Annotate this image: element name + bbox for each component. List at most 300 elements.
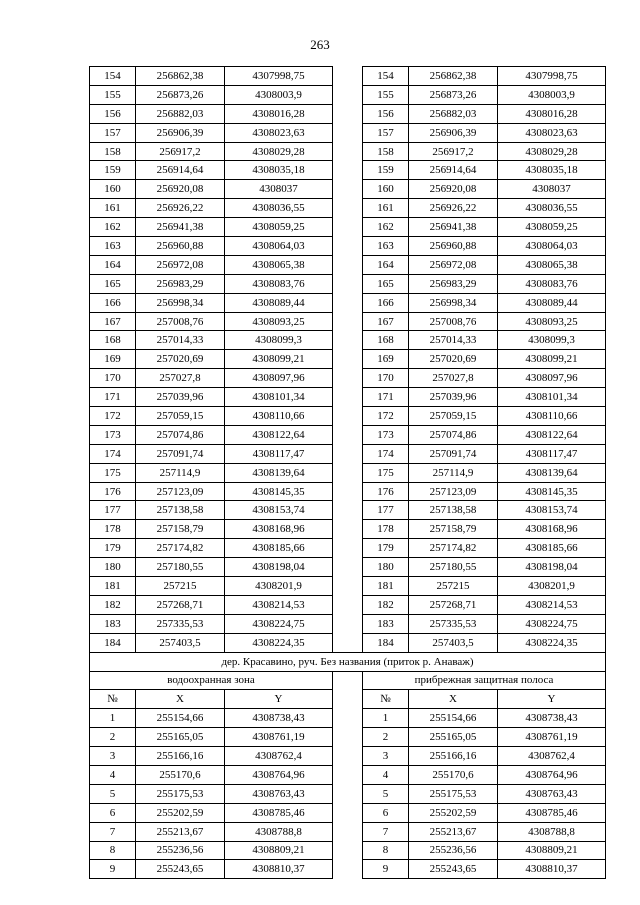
point-number-left: 167 xyxy=(90,312,136,331)
point-number-right: 182 xyxy=(363,595,409,614)
x-coordinate-left: 255243,65 xyxy=(136,860,225,879)
y-coordinate-right: 4308139,64 xyxy=(498,463,606,482)
point-number-right: 1 xyxy=(363,709,409,728)
x-coordinate-left: 257091,74 xyxy=(136,444,225,463)
column-gap xyxy=(333,161,363,180)
point-number-left: 182 xyxy=(90,595,136,614)
table-row xyxy=(90,312,606,331)
point-number-left: 179 xyxy=(90,539,136,558)
x-coordinate-right: 255154,66 xyxy=(409,709,498,728)
x-coordinate-left: 257180,55 xyxy=(136,558,225,577)
y-coordinate-right: 4308083,76 xyxy=(498,274,606,293)
y-coordinate-left: 4308139,64 xyxy=(225,463,333,482)
y-coordinate-left: 4308036,55 xyxy=(225,199,333,218)
column-gap xyxy=(333,123,363,142)
section-rows xyxy=(90,709,606,879)
table-row xyxy=(90,255,606,274)
x-coordinate-left: 256998,34 xyxy=(136,293,225,312)
column-gap xyxy=(333,765,363,784)
table-row xyxy=(90,161,606,180)
point-number-left: 172 xyxy=(90,407,136,426)
column-gap xyxy=(333,690,363,709)
y-coordinate-right: 4308099,21 xyxy=(498,350,606,369)
y-coordinate-right: 4308023,63 xyxy=(498,123,606,142)
column-gap xyxy=(333,180,363,199)
x-coordinate-right: 257174,82 xyxy=(409,539,498,558)
table-row xyxy=(90,123,606,142)
x-coordinate-right: 257014,33 xyxy=(409,331,498,350)
x-coordinate-left: 257014,33 xyxy=(136,331,225,350)
column-gap xyxy=(333,350,363,369)
y-coordinate-right: 4308097,96 xyxy=(498,369,606,388)
table-row xyxy=(90,218,606,237)
point-number-right: 156 xyxy=(363,104,409,123)
x-coordinate-right: 257039,96 xyxy=(409,388,498,407)
x-coordinate-right: 255236,56 xyxy=(409,841,498,860)
y-coordinate-left: 4308099,21 xyxy=(225,350,333,369)
x-coordinate-right: 256920,08 xyxy=(409,180,498,199)
header-number-left: № xyxy=(90,690,136,709)
left-caption: водоохранная зона xyxy=(90,671,333,690)
x-coordinate-left: 257039,96 xyxy=(136,388,225,407)
point-number-left: 169 xyxy=(90,350,136,369)
y-coordinate-right: 4307998,75 xyxy=(498,67,606,86)
y-coordinate-right: 4308059,25 xyxy=(498,218,606,237)
point-number-right: 178 xyxy=(363,520,409,539)
y-coordinate-left: 4308763,43 xyxy=(225,784,333,803)
table-row xyxy=(90,841,606,860)
column-gap xyxy=(333,293,363,312)
x-coordinate-left: 255236,56 xyxy=(136,841,225,860)
y-coordinate-left: 4308762,4 xyxy=(225,747,333,766)
y-coordinate-left: 4308810,37 xyxy=(225,860,333,879)
table-row xyxy=(90,274,606,293)
y-coordinate-left: 4308201,9 xyxy=(225,577,333,596)
point-number-right: 161 xyxy=(363,199,409,218)
column-gap xyxy=(333,577,363,596)
y-coordinate-right: 4308764,96 xyxy=(498,765,606,784)
section-title: дер. Красавино, руч. Без названия (приток р. Анаваж) xyxy=(90,652,606,671)
y-coordinate-left: 4308029,28 xyxy=(225,142,333,161)
point-number-left: 166 xyxy=(90,293,136,312)
x-coordinate-right: 257335,53 xyxy=(409,614,498,633)
column-gap xyxy=(333,67,363,86)
table-row xyxy=(90,85,606,104)
point-number-left: 173 xyxy=(90,425,136,444)
column-gap xyxy=(333,104,363,123)
point-number-right: 165 xyxy=(363,274,409,293)
column-gap xyxy=(333,255,363,274)
table-row xyxy=(90,67,606,86)
y-coordinate-right: 4308036,55 xyxy=(498,199,606,218)
x-coordinate-left: 257138,58 xyxy=(136,501,225,520)
y-coordinate-right: 4308145,35 xyxy=(498,482,606,501)
x-coordinate-left: 255202,59 xyxy=(136,803,225,822)
x-coordinate-left: 256972,08 xyxy=(136,255,225,274)
y-coordinate-right: 4308185,66 xyxy=(498,539,606,558)
column-gap xyxy=(333,482,363,501)
table-row xyxy=(90,595,606,614)
column-gap xyxy=(333,274,363,293)
table-row xyxy=(90,407,606,426)
point-number-left: 5 xyxy=(90,784,136,803)
point-number-right: 157 xyxy=(363,123,409,142)
x-coordinate-left: 257123,09 xyxy=(136,482,225,501)
column-gap xyxy=(333,85,363,104)
column-gap xyxy=(333,614,363,633)
y-coordinate-right: 4308117,47 xyxy=(498,444,606,463)
point-number-left: 165 xyxy=(90,274,136,293)
x-coordinate-left: 256873,26 xyxy=(136,85,225,104)
y-coordinate-left: 4308153,74 xyxy=(225,501,333,520)
point-number-right: 160 xyxy=(363,180,409,199)
point-number-left: 156 xyxy=(90,104,136,123)
column-gap xyxy=(333,822,363,841)
table-row xyxy=(90,709,606,728)
y-coordinate-right: 4308224,75 xyxy=(498,614,606,633)
point-number-right: 162 xyxy=(363,218,409,237)
x-coordinate-right: 256862,38 xyxy=(409,67,498,86)
y-coordinate-left: 4308214,53 xyxy=(225,595,333,614)
x-coordinate-right: 256941,38 xyxy=(409,218,498,237)
point-number-right: 2 xyxy=(363,728,409,747)
header-x-left: X xyxy=(136,690,225,709)
y-coordinate-right: 4308099,3 xyxy=(498,331,606,350)
table-row xyxy=(90,577,606,596)
x-coordinate-right: 257123,09 xyxy=(409,482,498,501)
x-coordinate-left: 256862,38 xyxy=(136,67,225,86)
x-coordinate-left: 257403,5 xyxy=(136,633,225,652)
x-coordinate-left: 257268,71 xyxy=(136,595,225,614)
x-coordinate-left: 255154,66 xyxy=(136,709,225,728)
column-gap xyxy=(333,558,363,577)
point-number-right: 175 xyxy=(363,463,409,482)
point-number-left: 168 xyxy=(90,331,136,350)
y-coordinate-left: 4308110,66 xyxy=(225,407,333,426)
y-coordinate-left: 4308809,21 xyxy=(225,841,333,860)
column-gap xyxy=(333,388,363,407)
column-gap xyxy=(333,142,363,161)
x-coordinate-left: 257114,9 xyxy=(136,463,225,482)
x-coordinate-left: 256917,2 xyxy=(136,142,225,161)
y-coordinate-left: 4308761,19 xyxy=(225,728,333,747)
column-gap xyxy=(333,407,363,426)
y-coordinate-left: 4308224,75 xyxy=(225,614,333,633)
y-coordinate-left: 4308198,04 xyxy=(225,558,333,577)
table-row xyxy=(90,520,606,539)
point-number-right: 5 xyxy=(363,784,409,803)
table-row xyxy=(90,463,606,482)
point-number-left: 2 xyxy=(90,728,136,747)
column-gap xyxy=(333,595,363,614)
top-rows xyxy=(90,67,606,653)
point-number-right: 177 xyxy=(363,501,409,520)
table-row xyxy=(90,747,606,766)
x-coordinate-left: 256882,03 xyxy=(136,104,225,123)
y-coordinate-right: 4308029,28 xyxy=(498,142,606,161)
y-coordinate-right: 4308110,66 xyxy=(498,407,606,426)
column-gap xyxy=(333,803,363,822)
x-coordinate-right: 256998,34 xyxy=(409,293,498,312)
point-number-right: 181 xyxy=(363,577,409,596)
x-coordinate-right: 257138,58 xyxy=(409,501,498,520)
column-gap xyxy=(333,444,363,463)
point-number-right: 9 xyxy=(363,860,409,879)
x-coordinate-right: 256914,64 xyxy=(409,161,498,180)
x-coordinate-left: 257074,86 xyxy=(136,425,225,444)
point-number-right: 166 xyxy=(363,293,409,312)
point-number-left: 4 xyxy=(90,765,136,784)
x-coordinate-right: 255175,53 xyxy=(409,784,498,803)
x-coordinate-right: 256960,88 xyxy=(409,237,498,256)
x-coordinate-left: 256914,64 xyxy=(136,161,225,180)
point-number-left: 159 xyxy=(90,161,136,180)
x-coordinate-right: 257114,9 xyxy=(409,463,498,482)
point-number-right: 7 xyxy=(363,822,409,841)
section-header xyxy=(90,652,606,709)
x-coordinate-left: 256906,39 xyxy=(136,123,225,142)
table-row xyxy=(90,425,606,444)
point-number-right: 158 xyxy=(363,142,409,161)
x-coordinate-right: 255202,59 xyxy=(409,803,498,822)
column-gap xyxy=(333,728,363,747)
table-row xyxy=(90,237,606,256)
x-coordinate-left: 257008,76 xyxy=(136,312,225,331)
header-x-right: X xyxy=(409,690,498,709)
y-coordinate-right: 4308738,43 xyxy=(498,709,606,728)
x-coordinate-left: 257335,53 xyxy=(136,614,225,633)
point-number-right: 3 xyxy=(363,747,409,766)
table-row xyxy=(90,860,606,879)
table-row xyxy=(90,765,606,784)
y-coordinate-right: 4308016,28 xyxy=(498,104,606,123)
point-number-right: 180 xyxy=(363,558,409,577)
table-row xyxy=(90,444,606,463)
column-gap xyxy=(333,841,363,860)
y-coordinate-right: 4308153,74 xyxy=(498,501,606,520)
point-number-right: 8 xyxy=(363,841,409,860)
y-coordinate-right: 4308785,46 xyxy=(498,803,606,822)
point-number-left: 178 xyxy=(90,520,136,539)
x-coordinate-left: 255175,53 xyxy=(136,784,225,803)
y-coordinate-right: 4308093,25 xyxy=(498,312,606,331)
header-y-right: Y xyxy=(498,690,606,709)
y-coordinate-right: 4308065,38 xyxy=(498,255,606,274)
y-coordinate-left: 4308037 xyxy=(225,180,333,199)
y-coordinate-right: 4308003,9 xyxy=(498,85,606,104)
y-coordinate-right: 4308809,21 xyxy=(498,841,606,860)
point-number-left: 171 xyxy=(90,388,136,407)
x-coordinate-left: 256920,08 xyxy=(136,180,225,199)
point-number-right: 184 xyxy=(363,633,409,652)
y-coordinate-right: 4308101,34 xyxy=(498,388,606,407)
point-number-left: 7 xyxy=(90,822,136,841)
table-row xyxy=(90,539,606,558)
x-coordinate-left: 257174,82 xyxy=(136,539,225,558)
column-gap xyxy=(333,671,363,690)
point-number-left: 184 xyxy=(90,633,136,652)
x-coordinate-right: 257008,76 xyxy=(409,312,498,331)
point-number-right: 171 xyxy=(363,388,409,407)
point-number-right: 183 xyxy=(363,614,409,633)
y-coordinate-left: 4308064,03 xyxy=(225,237,333,256)
column-gap xyxy=(333,463,363,482)
x-coordinate-right: 257091,74 xyxy=(409,444,498,463)
y-coordinate-left: 4308093,25 xyxy=(225,312,333,331)
x-coordinate-right: 256906,39 xyxy=(409,123,498,142)
y-coordinate-right: 4308763,43 xyxy=(498,784,606,803)
table-row xyxy=(90,369,606,388)
y-coordinate-left: 4308185,66 xyxy=(225,539,333,558)
point-number-right: 179 xyxy=(363,539,409,558)
point-number-right: 154 xyxy=(363,67,409,86)
y-coordinate-left: 4308785,46 xyxy=(225,803,333,822)
y-coordinate-right: 4308037 xyxy=(498,180,606,199)
x-coordinate-right: 256873,26 xyxy=(409,85,498,104)
x-coordinate-left: 257158,79 xyxy=(136,520,225,539)
y-coordinate-right: 4308168,96 xyxy=(498,520,606,539)
x-coordinate-right: 255165,05 xyxy=(409,728,498,747)
point-number-left: 1 xyxy=(90,709,136,728)
point-number-left: 161 xyxy=(90,199,136,218)
point-number-left: 174 xyxy=(90,444,136,463)
table-row xyxy=(90,104,606,123)
column-gap xyxy=(333,860,363,879)
header-y-left: Y xyxy=(225,690,333,709)
point-number-right: 172 xyxy=(363,407,409,426)
point-number-left: 170 xyxy=(90,369,136,388)
point-number-left: 181 xyxy=(90,577,136,596)
point-number-left: 180 xyxy=(90,558,136,577)
x-coordinate-left: 255213,67 xyxy=(136,822,225,841)
y-coordinate-right: 4308201,9 xyxy=(498,577,606,596)
point-number-right: 174 xyxy=(363,444,409,463)
x-coordinate-left: 256983,29 xyxy=(136,274,225,293)
point-number-right: 159 xyxy=(363,161,409,180)
column-gap xyxy=(333,784,363,803)
right-caption: прибрежная защитная полоса xyxy=(363,671,606,690)
x-coordinate-right: 256882,03 xyxy=(409,104,498,123)
y-coordinate-left: 4308224,35 xyxy=(225,633,333,652)
y-coordinate-left: 4308059,25 xyxy=(225,218,333,237)
point-number-left: 6 xyxy=(90,803,136,822)
point-number-left: 9 xyxy=(90,860,136,879)
point-number-left: 177 xyxy=(90,501,136,520)
column-gap xyxy=(333,369,363,388)
column-gap xyxy=(333,218,363,237)
y-coordinate-left: 4308099,3 xyxy=(225,331,333,350)
column-gap xyxy=(333,520,363,539)
y-coordinate-right: 4308089,44 xyxy=(498,293,606,312)
y-coordinate-left: 4308101,34 xyxy=(225,388,333,407)
point-number-left: 175 xyxy=(90,463,136,482)
table-row xyxy=(90,331,606,350)
point-number-left: 176 xyxy=(90,482,136,501)
y-coordinate-right: 4308788,8 xyxy=(498,822,606,841)
y-coordinate-left: 4308168,96 xyxy=(225,520,333,539)
y-coordinate-right: 4308761,19 xyxy=(498,728,606,747)
y-coordinate-left: 4308764,96 xyxy=(225,765,333,784)
table-row xyxy=(90,388,606,407)
y-coordinate-left: 4308145,35 xyxy=(225,482,333,501)
coordinates-table xyxy=(89,66,606,879)
x-coordinate-right: 257020,69 xyxy=(409,350,498,369)
y-coordinate-left: 4308003,9 xyxy=(225,85,333,104)
column-gap xyxy=(333,425,363,444)
x-coordinate-right: 257180,55 xyxy=(409,558,498,577)
x-coordinate-right: 257027,8 xyxy=(409,369,498,388)
table-row xyxy=(90,728,606,747)
y-coordinate-right: 4308810,37 xyxy=(498,860,606,879)
table-row xyxy=(90,180,606,199)
point-number-left: 155 xyxy=(90,85,136,104)
column-gap xyxy=(333,312,363,331)
table-row xyxy=(90,633,606,652)
column-gap xyxy=(333,709,363,728)
point-number-right: 164 xyxy=(363,255,409,274)
table-row xyxy=(90,822,606,841)
x-coordinate-right: 256917,2 xyxy=(409,142,498,161)
point-number-right: 167 xyxy=(363,312,409,331)
x-coordinate-left: 256960,88 xyxy=(136,237,225,256)
x-coordinate-right: 257403,5 xyxy=(409,633,498,652)
table-row xyxy=(90,558,606,577)
y-coordinate-left: 4308016,28 xyxy=(225,104,333,123)
column-gap xyxy=(333,633,363,652)
y-coordinate-right: 4308214,53 xyxy=(498,595,606,614)
x-coordinate-right: 257268,71 xyxy=(409,595,498,614)
y-coordinate-left: 4308089,44 xyxy=(225,293,333,312)
y-coordinate-right: 4308762,4 xyxy=(498,747,606,766)
page-number: 263 xyxy=(310,37,330,52)
column-gap xyxy=(333,331,363,350)
x-coordinate-left: 255170,6 xyxy=(136,765,225,784)
y-coordinate-left: 4308738,43 xyxy=(225,709,333,728)
y-coordinate-left: 4308035,18 xyxy=(225,161,333,180)
table-row xyxy=(90,199,606,218)
table-row xyxy=(90,501,606,520)
point-number-left: 154 xyxy=(90,67,136,86)
y-coordinate-left: 4308788,8 xyxy=(225,822,333,841)
x-coordinate-right: 256972,08 xyxy=(409,255,498,274)
point-number-left: 158 xyxy=(90,142,136,161)
point-number-left: 164 xyxy=(90,255,136,274)
table-row xyxy=(90,803,606,822)
point-number-right: 176 xyxy=(363,482,409,501)
point-number-right: 173 xyxy=(363,425,409,444)
x-coordinate-right: 257158,79 xyxy=(409,520,498,539)
table-row xyxy=(90,784,606,803)
y-coordinate-left: 4308097,96 xyxy=(225,369,333,388)
header-number-right: № xyxy=(363,690,409,709)
y-coordinate-left: 4308023,63 xyxy=(225,123,333,142)
x-coordinate-left: 257059,15 xyxy=(136,407,225,426)
point-number-right: 163 xyxy=(363,237,409,256)
y-coordinate-right: 4308122,64 xyxy=(498,425,606,444)
x-coordinate-left: 256941,38 xyxy=(136,218,225,237)
point-number-left: 183 xyxy=(90,614,136,633)
point-number-left: 162 xyxy=(90,218,136,237)
table-row xyxy=(90,350,606,369)
x-coordinate-right: 255243,65 xyxy=(409,860,498,879)
point-number-left: 3 xyxy=(90,747,136,766)
table-row xyxy=(90,482,606,501)
column-gap xyxy=(333,501,363,520)
column-gap xyxy=(333,539,363,558)
column-gap xyxy=(333,199,363,218)
point-number-right: 169 xyxy=(363,350,409,369)
table-row xyxy=(90,614,606,633)
